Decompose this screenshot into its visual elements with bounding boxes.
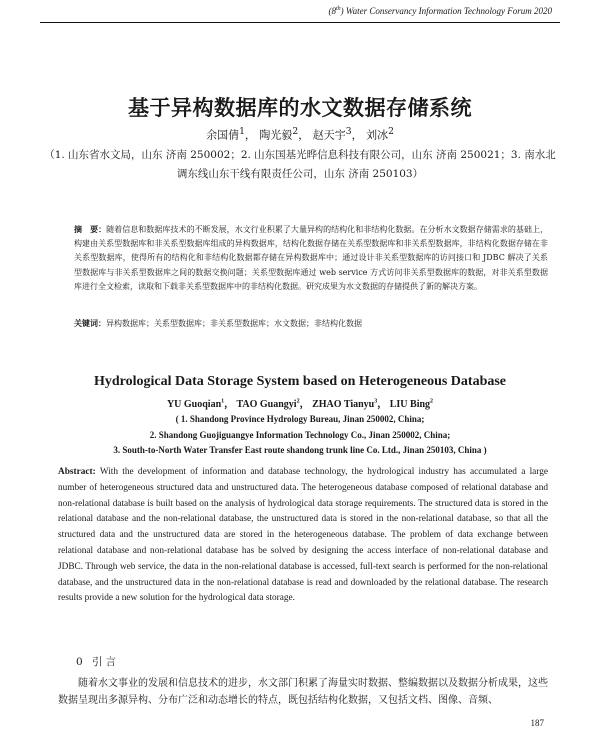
affiliation-line: 2. Shandong Guojiguangye Information Technology Co., Jinan 250002, China; — [149, 429, 451, 440]
header-rule — [40, 22, 560, 23]
abstract-chinese — [74, 222, 548, 294]
abstract-english — [58, 465, 548, 607]
author-name: ZHAO Tianyu — [312, 399, 375, 410]
author-list-english: YU Guoqian$^1$， TAO Guangyi$^2$， ZHAO Tianyu$^3$， LIU Bing$^2$ — [166, 398, 434, 410]
affiliation-line: 3. South-to-North Water Transfer East route shandong trunk line Co. Ltd., Jinan 250103, China ) — [113, 445, 487, 455]
abstract-chinese-text: 随着信息和数据库技术的不断发展，水文行业积累了大量异构的结构化和非结构化数据。在分析水文数据存储需求的基础上，构建由关系型数据库和非关系型数据库组成的异构数据库，结构化数据存储在关系型数据库和非关系型数据库，非结构化数据存储在非关系型数据库，使得所有的结构化和非结构化数据都存储在异构数据库中；通过设计非关系型数据库的访问接口和 JDBC 解决了关系型数据库与非关系型数据库之间的数据交换问题；关系型数据库通过 web service 方式访问非关系型数据库的数据，对非关系型数据库进行全文检索，读取和下载非关系型数据库中的非结构化数据。研究成果为水文数据的存储提供了新的解决方案。 — [74, 225, 548, 291]
page-number: 187 — [530, 718, 544, 728]
affiliations-chinese: （1. 山东省水文局，山东 济南 250002；2. 山东国基光晔信息科技有限公司，山东 济南 250021；3. 南水北调东线山东干线有限责任公司，山东 济南 250103） — [44, 149, 556, 180]
paper-title-english: Hydrological Data Storage System based on Heterogeneous Database — [93, 374, 507, 389]
section-heading-introduction — [76, 654, 119, 669]
author-name: 刘冰 — [366, 128, 389, 142]
author-name: 陶光毅 — [259, 128, 293, 142]
author-name: 赵天宇 — [312, 128, 346, 142]
keywords-chinese-label: 关键词： — [74, 318, 106, 328]
body-paragraph: 随着水文事业的发展和信息技术的进步，水文部门积累了海量实时数据、整编数据以及数据分析成果，这些数据呈现出多源异构、分布广泛和动态增长的特点，既包括结构化数据，又包括文档、图像、音频、 — [58, 678, 548, 706]
abstract-chinese-label: 摘 要： — [74, 224, 107, 234]
running-header: (8th) Water Conservancy Information Technology Forum 2020 — [328, 6, 552, 16]
affiliation-line: ( 1. Shandong Province Hydrology Bureau, Jinan 250002, China; — [175, 414, 425, 424]
author-name: YU Guoqian — [166, 399, 222, 410]
author-name: 余国倩 — [206, 128, 240, 142]
section-number: 0 — [76, 656, 86, 668]
author-list-chinese: 余国倩$^1$， 陶光毅$^2$， 赵天宇$^3$， 刘冰$^2$ — [206, 126, 394, 142]
abstract-english-label: Abstract: — [58, 467, 96, 477]
author-name: LIU Bing — [389, 399, 431, 410]
keywords-chinese-text: 异构数据库；关系型数据库；非关系型数据库；水文数据；非结构化数据 — [106, 319, 362, 328]
author-name: TAO Guangyi — [236, 399, 297, 410]
abstract-english-text: With the development of information and database technology, the hydrological industry has accumulated a large number of heterogeneous structured data and unstructured data. The heterogeneous database composed of relational database and non-relational database is built based on the analysis of hydrological data storage requirements. The structured data is stored in the relational database and the non-relational database, the unstructured data is stored in the non-relational database, so that all the structured data and the unstructured data are stored in the heterogeneous database. The problem of data exchange between relational database and non-relational database has be solved by designing the access interface of non-relational database and JDBC. Through web service, the data in the non-relational database is accessed, full-text search is performed for the non-relational database, and the unstructured data in the non-relational database is read and downloaded by the relational database. The research results provide a new solution for the hydrological data storage. — [58, 467, 549, 604]
paper-title-chinese: 基于异构数据库的水文数据存储系统 — [128, 95, 472, 120]
section-title: 引言 — [92, 656, 120, 668]
affiliations-english — [0, 412, 600, 459]
keywords-chinese — [74, 318, 548, 329]
